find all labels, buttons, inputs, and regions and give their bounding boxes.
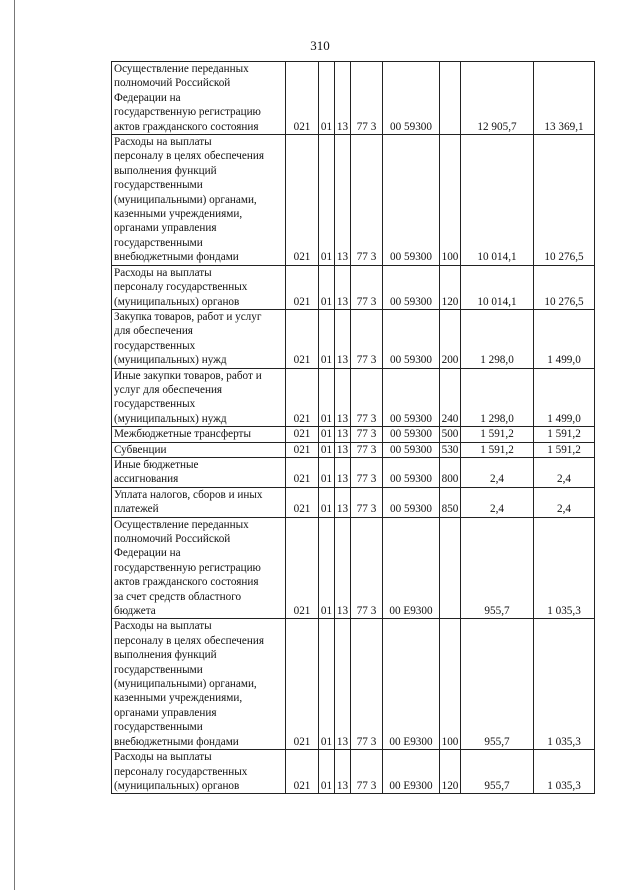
expense-name-line: казенными учреждениями, [114,208,243,221]
code-subsection-cell: 13 [335,442,351,457]
amount-year1-cell: 955,7 [461,619,534,750]
code-expense-type-cell: 850 [440,487,461,517]
expense-name-line: Осуществление переданных [114,518,249,531]
code-program-cell: 77 3 [351,750,383,794]
budget-table [111,61,595,794]
expense-name-cell [112,265,286,309]
code-subsection-cell: 13 [335,368,351,427]
expense-name-line: Федерации на [114,547,181,560]
expense-name-line: Федерации на [114,91,181,104]
expense-name-line: государственными [114,663,203,676]
code-program-cell: 77 3 [351,62,383,135]
amount-year2-cell: 1 035,3 [534,619,595,750]
table-row [112,62,595,135]
expense-name-cell [112,309,286,368]
amount-year2-cell: 1 499,0 [534,309,595,368]
expense-name-line: органами управления [114,222,217,235]
amount-year2-cell: 2,4 [534,457,595,487]
table-row [112,457,595,487]
expense-name-line: Расходы на выплаты [114,751,212,764]
code-expense-type-cell: 800 [440,457,461,487]
amount-year1-cell: 10 014,1 [461,265,534,309]
code-target-article-cell: 00 59300 [383,265,440,309]
expense-name-line: Иные бюджетные [114,458,199,471]
code-expense-type-cell: 500 [440,427,461,442]
amount-year2-cell: 2,4 [534,487,595,517]
code-grbs-cell: 021 [286,457,319,487]
expense-name-line: персоналу государственных [114,281,248,294]
code-expense-type-cell: 200 [440,309,461,368]
code-subsection-cell: 13 [335,427,351,442]
code-subsection-cell: 13 [335,517,351,619]
expense-name-line: органами управления [114,706,217,719]
code-subsection-cell: 13 [335,309,351,368]
expense-name-line: внебюджетными фондами [114,251,239,264]
code-target-article-cell: 00 59300 [383,457,440,487]
expense-name-line: государственными [114,236,203,249]
expense-name-line: государственными [114,179,203,192]
code-program-cell: 77 3 [351,457,383,487]
code-section-cell: 01 [319,619,335,750]
code-section-cell: 01 [319,517,335,619]
code-grbs-cell: 021 [286,62,319,135]
code-expense-type-cell: 240 [440,368,461,427]
code-section-cell: 01 [319,368,335,427]
expense-name-cell [112,442,286,457]
code-subsection-cell: 13 [335,619,351,750]
code-section-cell: 01 [319,442,335,457]
code-program-cell: 77 3 [351,265,383,309]
expense-name-cell [112,750,286,794]
table-row [112,487,595,517]
binding-edge-line [14,0,15,890]
expense-name-line: персоналу в целях обеспечения [114,150,265,163]
expense-name-line: услуг для обеспечения [114,383,223,396]
code-target-article-cell: 00 59300 [383,62,440,135]
code-grbs-cell: 021 [286,619,319,750]
amount-year2-cell: 1 591,2 [534,442,595,457]
expense-name-line: актов гражданского состояния [114,120,259,133]
page-number: 310 [310,38,330,53]
expense-name-line: полномочий Российской [114,533,231,545]
table-row [112,517,595,619]
amount-year2-cell: 1 035,3 [534,517,595,619]
expense-name-line: государственных [114,398,196,411]
code-section-cell: 01 [319,309,335,368]
code-expense-type-cell [440,517,461,619]
code-section-cell: 01 [319,62,335,135]
amount-year2-cell: 1 035,3 [534,750,595,794]
expense-name-line: для обеспечения [114,325,193,338]
code-program-cell: 77 3 [351,368,383,427]
expense-name-line: государственную регистрацию [114,106,261,119]
code-target-article-cell: 00 59300 [383,368,440,427]
amount-year2-cell: 10 276,5 [534,135,595,266]
code-grbs-cell: 021 [286,487,319,517]
code-program-cell: 77 3 [351,442,383,457]
code-expense-type-cell: 120 [440,265,461,309]
expense-name-cell [112,368,286,427]
expense-name-line: внебюджетными фондами [114,735,239,748]
code-expense-type-cell: 120 [440,750,461,794]
code-grbs-cell: 021 [286,309,319,368]
amount-year2-cell: 13 369,1 [534,62,595,135]
expense-name-line: государственную регистрацию [114,561,261,574]
expense-name-line: бюджета [114,605,156,618]
code-grbs-cell: 021 [286,368,319,427]
expense-name-line: Расходы на выплаты [114,266,212,279]
amount-year1-cell: 1 591,2 [461,427,534,442]
table-row [112,619,595,750]
table-row [112,442,595,457]
code-section-cell: 01 [319,135,335,266]
code-grbs-cell: 021 [286,265,319,309]
code-subsection-cell: 13 [335,750,351,794]
expense-name-cell [112,517,286,619]
expense-name-cell [112,619,286,750]
amount-year1-cell: 1 298,0 [461,368,534,427]
expense-name-line: ассигнования [114,473,179,486]
code-subsection-cell: 13 [335,135,351,266]
expense-name-line: Расходы на выплаты [114,136,212,149]
table-row [112,309,595,368]
code-subsection-cell: 13 [335,62,351,135]
expense-name-line: актов гражданского состояния [114,576,259,589]
amount-year1-cell: 955,7 [461,750,534,794]
code-grbs-cell: 021 [286,517,319,619]
code-section-cell: 01 [319,265,335,309]
expense-name-line: полномочий Российской [114,77,231,90]
code-target-article-cell: 00 59300 [383,135,440,266]
amount-year1-cell: 2,4 [461,487,534,517]
code-subsection-cell: 13 [335,265,351,309]
code-expense-type-cell [440,62,461,135]
code-subsection-cell: 13 [335,457,351,487]
code-target-article-cell: 00 59300 [383,487,440,517]
code-expense-type-cell: 530 [440,442,461,457]
expense-name-line: государственных [114,339,196,352]
code-program-cell: 77 3 [351,517,383,619]
expense-name-cell [112,487,286,517]
expense-name-line: Межбюджетные трансферты [114,428,251,441]
expense-name-line: Субвенции [114,443,167,456]
expense-name-cell [112,427,286,442]
expense-name-line: (муниципальных) органов [114,779,240,792]
table-row [112,135,595,266]
expense-name-cell [112,62,286,135]
code-program-cell: 77 3 [351,487,383,517]
expense-name-line: Уплата налогов, сборов и иных [114,488,263,501]
code-target-article-cell: 00 E9300 [383,619,440,750]
expense-name-line: Иные закупки товаров, работ и [114,369,262,382]
code-section-cell: 01 [319,457,335,487]
code-target-article-cell: 00 59300 [383,427,440,442]
code-grbs-cell: 021 [286,427,319,442]
expense-name-line: (муниципальных) органов [114,295,240,308]
expense-name-line: (муниципальных) нужд [114,354,227,367]
code-program-cell: 77 3 [351,309,383,368]
code-expense-type-cell: 100 [440,135,461,266]
code-section-cell: 01 [319,427,335,442]
expense-name-line: казенными учреждениями, [114,692,243,705]
amount-year1-cell: 2,4 [461,457,534,487]
code-target-article-cell: 00 59300 [383,442,440,457]
expense-name-line: (муниципальными) органами, [114,193,257,206]
code-subsection-cell: 13 [335,487,351,517]
table-row [112,265,595,309]
code-expense-type-cell: 100 [440,619,461,750]
code-target-article-cell: 00 E9300 [383,517,440,619]
amount-year1-cell: 1 591,2 [461,442,534,457]
expense-name-line: (муниципальными) органами, [114,678,257,691]
expense-name-line: выполнения функций [114,649,217,662]
expense-name-line: выполнения функций [114,164,217,177]
expense-name-cell [112,135,286,266]
code-program-cell: 77 3 [351,135,383,266]
expense-name-line: Закупка товаров, работ и услуг [114,310,262,323]
expense-name-cell [112,457,286,487]
code-section-cell: 01 [319,750,335,794]
expense-name-line: Расходы на выплаты [114,620,212,633]
code-program-cell: 77 3 [351,427,383,442]
table-row [112,750,595,794]
amount-year1-cell: 12 905,7 [461,62,534,135]
amount-year2-cell: 1 499,0 [534,368,595,427]
expense-name-line: Осуществление переданных [114,63,249,75]
amount-year2-cell: 10 276,5 [534,265,595,309]
table-row [112,368,595,427]
code-target-article-cell: 00 59300 [383,309,440,368]
code-target-article-cell: 00 E9300 [383,750,440,794]
amount-year1-cell: 1 298,0 [461,309,534,368]
expense-name-line: государственными [114,721,203,734]
code-section-cell: 01 [319,487,335,517]
amount-year2-cell: 1 591,2 [534,427,595,442]
code-grbs-cell: 021 [286,750,319,794]
code-grbs-cell: 021 [286,135,319,266]
code-program-cell: 77 3 [351,619,383,750]
expense-name-line: платежей [114,503,159,516]
expense-name-line: персоналу в целях обеспечения [114,634,265,647]
amount-year1-cell: 955,7 [461,517,534,619]
expense-name-line: за счет средств областного [114,590,242,603]
amount-year1-cell: 10 014,1 [461,135,534,266]
expense-name-line: персоналу государственных [114,765,248,778]
code-grbs-cell: 021 [286,442,319,457]
table-row [112,427,595,442]
expense-name-line: (муниципальных) нужд [114,412,227,425]
